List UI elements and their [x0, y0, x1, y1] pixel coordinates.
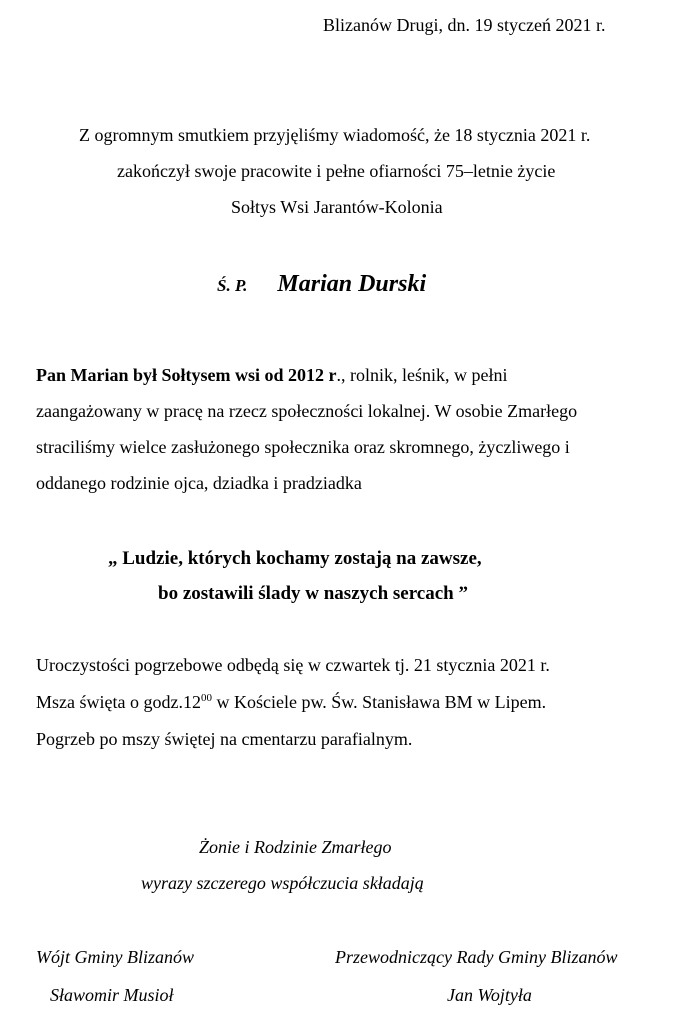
biography-line-2: zaangażowany w pracę na rzecz społeczności lokalnej. W osobie Zmarłego [36, 401, 578, 421]
signature-right-name: Jan Wojtyła [447, 985, 532, 1005]
deceased-heading [217, 270, 426, 300]
signature-left-name: Sławomir Musioł [50, 985, 174, 1005]
hour-minutes: 00 [200, 692, 212, 704]
funeral-line-3: Pogrzeb po mszy świętej na cmentarzu parafialnym. [36, 729, 413, 749]
quote-line-1: „ Ludzie, których kochamy zostają na zawsze, [108, 548, 482, 569]
intro-line-2: zakończył swoje pracowite i pełne ofiarności 75–letnie życie [117, 161, 556, 181]
biography-bold-lead: Pan Marian był Sołtysem wsi od 2012 r [36, 365, 337, 385]
condolence-line-2: wyrazy szczerego współczucia składają [141, 873, 424, 893]
date-line [323, 14, 605, 36]
funeral-line-2: Msza święta o $godz.12^{00}$ w Kościele pw. Św. Stanisława BM w Lipem. [36, 692, 547, 712]
signature-right-title: Przewodniczący Rady Gminy Blizanów [335, 947, 618, 967]
sp-prefix: Ś. P. [217, 276, 248, 295]
condolence-line-1: Żonie i Rodzinie Zmarłego [199, 837, 392, 857]
biography-line-3: straciliśmy wielce zasłużonego społecznika oraz skromnego, życzliwego i [36, 437, 570, 457]
quote-line-2: bo zostawili ślady w naszych sercach ” [158, 583, 468, 604]
biography-line-4: oddanego rodzinie ojca, dziadka i pradziadka [36, 473, 362, 493]
funeral-line-1: Uroczystości pogrzebowe odbędą się w czwartek tj. 21 stycznia 2021 r. [36, 655, 550, 675]
biography-line-1: Pan Marian był Sołtysem wsi od 2012 r., rolnik, leśnik, w pełni [36, 365, 508, 385]
place-date: Blizanów Drugi, dn. 19 styczeń 2021 r. [323, 15, 606, 35]
intro-line-1: Z ogromnym smutkiem przyjęliśmy wiadomość, że 18 stycznia 2021 r. [79, 125, 591, 145]
signature-left-title: Wójt Gminy Blizanów [36, 947, 194, 967]
deceased-name: Marian Durski [277, 271, 427, 297]
intro-line-3: Sołtys Wsi Jarantów-Kolonia [231, 197, 443, 217]
